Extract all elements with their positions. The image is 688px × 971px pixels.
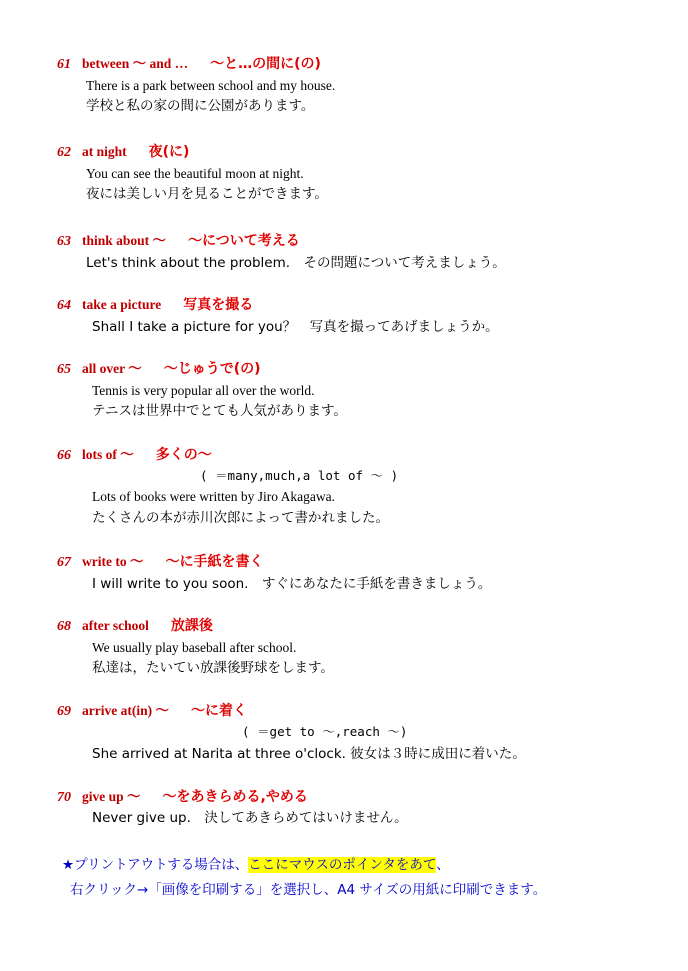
entry-phrase: between 〜 and …	[82, 56, 189, 71]
example-sentence: She arrived at Narita at three o'clock. 彼女は３時に成田に着いた。	[92, 746, 526, 762]
entry-meaning: 〜と…の間に(の)	[210, 56, 321, 72]
entry-heading	[57, 360, 261, 379]
example-sentence: Let's think about the problem. その問題について考えましょう。	[86, 255, 506, 271]
entry-number: 66	[57, 448, 71, 463]
entry-phrase: write to 〜	[82, 554, 144, 569]
entry-phrase: lots of 〜	[82, 447, 134, 462]
example-english: Lots of books were written by Jiro Akagawa.	[92, 489, 335, 504]
entry-phrase: all over 〜	[82, 361, 142, 376]
entry-heading	[57, 232, 300, 251]
entry-heading	[57, 702, 247, 721]
print-instructions-line1	[62, 855, 450, 875]
entry-number: 62	[57, 145, 71, 160]
entry-number: 69	[57, 704, 71, 719]
entry-number: 61	[57, 57, 71, 72]
entry-meaning: 写真を撮る	[183, 297, 254, 313]
entry-phrase: after school	[82, 618, 149, 633]
print-image-link[interactable]: ここにマウスのポインタをあて	[248, 857, 437, 873]
entry-meaning: 〜について考える	[188, 233, 300, 249]
print-instructions-text: プリントアウトする場合は、	[74, 857, 249, 873]
entry-heading	[57, 553, 263, 572]
example-sentence: Shall I take a picture for you？ 写真を撮ってあげましょうか。	[92, 319, 499, 335]
entry-heading	[57, 788, 308, 807]
entry-meaning: 〜じゅうで(の)	[163, 361, 261, 377]
example-english: We usually play baseball after school.	[92, 640, 297, 655]
entry-phrase: arrive at(in) 〜	[82, 703, 169, 718]
entry-phrase: give up 〜	[82, 789, 141, 804]
entry-number: 70	[57, 790, 71, 805]
example-english: Tennis is very popular all over the world.	[92, 383, 315, 398]
entry-phrase: take a picture	[82, 297, 162, 312]
entry-heading	[57, 55, 321, 74]
example-japanese: 夜には美しい月を見ることができます。	[86, 186, 328, 202]
entry-meaning: 放課後	[170, 618, 213, 634]
entry-heading	[57, 296, 253, 315]
example-japanese: テニスは世界中でとても人気があります。	[92, 403, 347, 419]
entry-heading	[57, 446, 212, 465]
entry-phrase: think about 〜	[82, 233, 167, 248]
example-japanese: たくさんの本が赤川次郎によって書かれました。	[92, 510, 389, 526]
example-english: You can see the beautiful moon at night.	[86, 166, 304, 181]
example-sentence: Never give up. 決してあきらめてはいけません。	[92, 810, 408, 826]
entry-number: 65	[57, 362, 71, 377]
synonym-note: ( ＝many,much,a lot of 〜 )	[200, 468, 399, 483]
star-icon: ★	[62, 857, 75, 873]
example-sentence: I will write to you soon. すぐにあなたに手紙を書きましょう。	[92, 576, 492, 592]
entry-number: 67	[57, 555, 71, 570]
print-instructions-line2: 右クリック→「画像を印刷する」を選択し、A4 サイズの用紙に印刷できます。	[70, 882, 547, 898]
example-japanese: 学校と私の家の間に公園があります。	[86, 98, 315, 114]
print-instructions-comma: 、	[436, 857, 450, 873]
entry-meaning: 〜に手紙を書く	[165, 554, 264, 570]
entry-meaning: 〜に着く	[190, 703, 247, 719]
entry-number: 68	[57, 619, 71, 634]
entry-heading	[57, 617, 213, 636]
entry-meaning: 〜をあきらめる,やめる	[162, 789, 308, 805]
entry-heading	[57, 143, 189, 162]
entry-number: 63	[57, 234, 71, 249]
entry-number: 64	[57, 298, 71, 313]
entry-phrase: at night	[82, 144, 127, 159]
entry-meaning: 夜(に)	[148, 144, 190, 160]
example-japanese: 私達は，たいてい放課後野球をします。	[92, 660, 334, 676]
synonym-note: ( ＝get to 〜,reach 〜)	[242, 724, 408, 739]
example-english: There is a park between school and my house.	[86, 78, 336, 93]
entry-meaning: 多くの〜	[155, 447, 212, 463]
